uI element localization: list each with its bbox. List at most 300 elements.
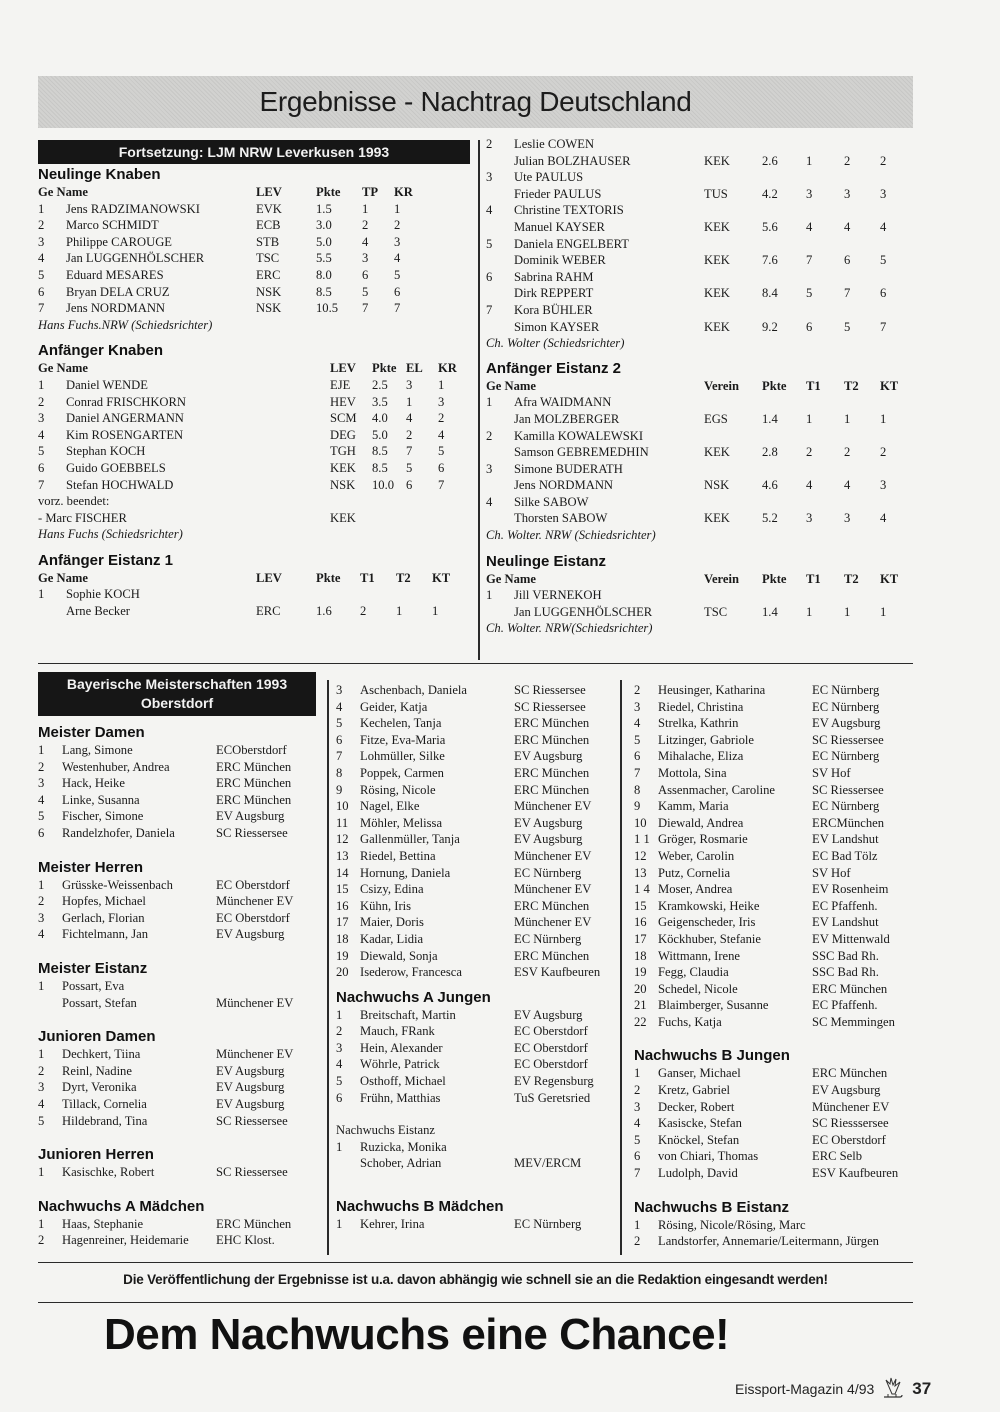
list-item	[336, 765, 618, 782]
skater-name: Fischer, Simone	[62, 809, 144, 824]
club: ERC München	[514, 782, 590, 797]
skater-name: Reinl, Nadine	[62, 1063, 132, 1078]
club: Münchener EV	[514, 848, 592, 863]
list-item	[634, 682, 924, 699]
rank: 2	[38, 218, 45, 233]
column-header: LEV	[256, 185, 282, 199]
cell-value: 3	[438, 394, 445, 409]
rank: 4	[38, 927, 45, 942]
cell-value: 4	[394, 251, 401, 266]
cell-value: 7	[394, 301, 401, 316]
cell-value: 6	[406, 477, 413, 492]
list-item	[336, 1155, 618, 1172]
skater-name: Hein, Alexander	[360, 1040, 443, 1055]
column-header: KT	[880, 571, 899, 586]
skater-name: Diewald, Sonja	[360, 948, 438, 963]
cell-value: KEK	[704, 445, 730, 460]
club: EC Nürnberg	[812, 799, 880, 814]
rank: 4	[38, 427, 45, 442]
nachwuchs-a-jungen-list	[336, 1007, 618, 1107]
cell-value: 6	[438, 460, 445, 475]
cell-value: 3.0	[316, 218, 332, 233]
cell-value: 1	[432, 604, 439, 619]
list-item	[634, 715, 924, 732]
skater-name: Lohmüller, Silke	[360, 749, 445, 764]
rank	[486, 186, 514, 203]
skater-name: Frieder PAULUS	[514, 186, 602, 201]
skater-name: Stephan KOCH	[66, 444, 146, 459]
skater-name: Christine TEXTORIS	[514, 203, 624, 218]
list-item	[38, 926, 323, 943]
cell-value	[880, 169, 910, 186]
list-item	[336, 1040, 618, 1057]
cell-value	[844, 461, 880, 478]
cell-value: 1	[806, 411, 813, 426]
list-item	[634, 748, 924, 765]
skater-name: Gerlach, Florian	[62, 910, 145, 925]
cell-value: 4	[880, 219, 887, 234]
rank: 4	[486, 203, 493, 218]
referee: Ch. Wolter. NRW (Schiedsrichter)	[486, 528, 656, 543]
rank: 18	[336, 931, 349, 946]
rank: 22	[634, 1014, 647, 1029]
table-row	[38, 300, 478, 317]
cell-value: KEK	[704, 253, 730, 268]
skater-name: Daniel ANGERMANN	[66, 411, 184, 426]
rank: 1	[38, 1047, 45, 1062]
skater-name: Simone BUDERATH	[514, 461, 623, 476]
rank: 5	[336, 716, 343, 731]
skater-name: Gallenmüller, Tanja	[360, 832, 460, 847]
club: SSC Bad Rh.	[812, 948, 879, 963]
list-item	[38, 877, 323, 894]
section-title: Nachwuchs A Mädchen	[38, 1197, 205, 1215]
cell-value	[806, 136, 844, 153]
withdrawn-row: - Marc FISCHER KEK	[38, 510, 356, 525]
cell-value	[806, 169, 844, 186]
rank: 13	[634, 865, 647, 880]
skater-name: Schedel, Nicole	[658, 981, 738, 996]
cell-value: 5.6	[762, 219, 778, 234]
column-divider	[620, 680, 622, 1255]
club: EV Augsburg	[514, 749, 583, 764]
skater-name: Possart, Stefan	[62, 995, 137, 1010]
rank: 19	[634, 965, 647, 980]
skater-name: Jill VERNEKOH	[514, 588, 602, 603]
rank: 1	[38, 1165, 45, 1180]
list-item	[38, 1113, 323, 1130]
cell-value	[806, 587, 844, 604]
notice-top-rule	[38, 1262, 913, 1263]
list-item	[38, 1216, 323, 1233]
club: SC Memmingen	[812, 1014, 895, 1029]
table-row	[486, 411, 916, 428]
cell-value	[432, 586, 462, 603]
rank: 1	[38, 743, 45, 757]
skater-name: Bryan DELA CRUZ	[66, 284, 170, 299]
cell-value	[762, 428, 806, 445]
list-item	[634, 782, 924, 799]
skater-name: Köckhuber, Stefanie	[658, 931, 762, 946]
rank: 11	[336, 815, 349, 830]
column-header: T2	[844, 571, 859, 586]
cell-value: 5	[438, 444, 445, 459]
table-row	[486, 319, 916, 336]
cell-value: STB	[256, 234, 280, 249]
table-row	[486, 461, 916, 478]
table-row	[486, 136, 916, 153]
rank: 6	[634, 1149, 641, 1164]
list-item	[336, 1056, 618, 1073]
column-header: TP	[362, 185, 379, 199]
skater-name: Riedel, Christina	[658, 699, 744, 714]
list-item	[634, 1132, 924, 1149]
rank: 3	[336, 683, 343, 697]
rank: 7	[486, 302, 493, 317]
skater-name: Stefan HOCHWALD	[66, 477, 174, 492]
skater-name: Jan MOLZBERGER	[514, 411, 620, 426]
rank: 20	[336, 965, 349, 980]
skater-name: Assenmacher, Caroline	[658, 782, 775, 797]
rank: 12	[634, 848, 647, 863]
rank: 3	[486, 170, 493, 185]
cell-value	[396, 586, 432, 603]
table-row	[38, 427, 478, 444]
club: EV Augsburg	[216, 1080, 285, 1095]
cell-value: 5	[880, 253, 887, 268]
section-title-plain: Nachwuchs Eistanz	[336, 1123, 435, 1138]
club: EC Oberstdorf	[216, 877, 290, 892]
club: ERC München	[812, 981, 888, 996]
rank: 6	[634, 749, 641, 764]
cell-value	[704, 136, 762, 153]
cell-value	[880, 202, 910, 219]
skater-name: Strelka, Kathrin	[658, 716, 739, 731]
table-row	[486, 285, 916, 302]
list-item	[38, 1164, 323, 1181]
club: SV Hof	[812, 765, 851, 780]
cell-value: 2	[880, 445, 887, 460]
cell-value: 8.5	[372, 444, 388, 459]
cell-value: ERC	[256, 604, 281, 619]
junioren-damen-list	[38, 1046, 323, 1129]
cell-value: 2.6	[762, 153, 778, 168]
skater-name: Kasiscke, Stefan	[658, 1116, 742, 1131]
skater-name: Dechkert, Tiina	[62, 1047, 141, 1062]
table-row	[486, 153, 916, 170]
column-divider	[327, 680, 329, 1255]
table-row	[486, 169, 916, 186]
club: Münchener EV	[514, 915, 592, 930]
cell-value: 2.5	[372, 377, 388, 392]
neulinge-knaben-table	[38, 184, 478, 317]
cell-value: NSK	[256, 284, 282, 299]
club: SC Riessersee	[216, 1165, 288, 1180]
column-header: Ge Name	[486, 378, 537, 393]
club: ESV Kaufbeuren	[812, 1166, 899, 1181]
table-row	[486, 269, 916, 286]
skater-name: Hagenreiner, Heidemarie	[62, 1233, 189, 1248]
cell-value: 8.5	[372, 460, 388, 475]
club: EV Augsburg	[216, 1096, 285, 1111]
skater-name: Daniela ENGELBERT	[514, 236, 630, 251]
cell-value: 7.6	[762, 253, 778, 268]
cell-value: 2.8	[762, 445, 778, 460]
cell-value	[256, 586, 316, 603]
rank	[38, 603, 66, 620]
cell-value: 2	[360, 604, 367, 619]
skater-name: Hack, Heike	[62, 776, 125, 791]
skater-name: Sabrina RAHM	[514, 269, 594, 284]
skater-name: Westenhuber, Andrea	[62, 759, 170, 774]
rank: 2	[634, 1083, 641, 1098]
skater-name: Wittmann, Irene	[658, 948, 741, 963]
skater-name: Wöhrle, Patrick	[360, 1057, 440, 1072]
column-divider	[478, 140, 480, 660]
cell-value: DEG	[330, 427, 356, 442]
cell-value: 3	[394, 234, 401, 249]
skater-name: Kramkowski, Heike	[658, 898, 760, 913]
cell-value: 1	[362, 201, 369, 216]
club: SC Riessersee	[514, 699, 586, 714]
page-number: 37	[912, 1379, 932, 1398]
cell-value: 1.6	[316, 604, 332, 619]
cell-value	[806, 394, 844, 411]
footer	[735, 1376, 931, 1402]
cell-value	[880, 236, 910, 253]
list-item	[336, 865, 618, 882]
rank	[486, 153, 514, 170]
rank: 2	[38, 1233, 45, 1248]
referee: Hans Fuchs (Schiedsrichter)	[38, 527, 183, 542]
cell-value	[704, 494, 762, 511]
column-header: Ge Name	[38, 570, 89, 585]
rank: 1 4	[634, 882, 650, 897]
cell-value: 8.4	[762, 286, 778, 301]
nachwuchs-a-maedchen-continued-list	[336, 682, 618, 981]
skater-name: Eduard MESARES	[66, 267, 164, 282]
list-item	[336, 1090, 618, 1107]
skater-name: Dyrt, Veronika	[62, 1080, 137, 1095]
skater-name: Kehrer, Irina	[360, 1217, 425, 1232]
rank: 1	[336, 1007, 343, 1022]
cell-value: 4	[362, 234, 369, 249]
skater-name: Hildebrand, Tina	[62, 1113, 148, 1128]
cell-value: 2	[844, 445, 851, 460]
list-item	[634, 848, 924, 865]
cell-value	[844, 236, 880, 253]
section-divider	[38, 663, 913, 664]
list-item	[38, 1096, 323, 1113]
club: ERC München	[216, 776, 292, 791]
table-row	[486, 477, 916, 494]
cell-value: 8.0	[316, 267, 332, 282]
list-item	[634, 1065, 924, 1082]
cell-value	[844, 494, 880, 511]
skate-wings-icon	[880, 1376, 906, 1402]
cell-value: 1	[396, 604, 403, 619]
nachwuchs-b-jungen-list	[634, 1065, 924, 1181]
rank: 2	[634, 1234, 641, 1249]
rank	[486, 510, 514, 527]
magazine-issue: Eissport-Magazin 4/93	[735, 1381, 875, 1397]
table-row	[486, 444, 916, 461]
rank: 12	[336, 832, 349, 847]
rank: 5	[38, 267, 45, 282]
club: SC Riessersee	[812, 782, 884, 797]
table-row	[486, 604, 916, 621]
table-row	[38, 477, 478, 494]
list-item	[634, 1217, 924, 1234]
table-row	[38, 460, 478, 477]
list-item	[38, 910, 323, 927]
cell-value	[880, 494, 910, 511]
skater-name: Julian BOLZHAUSER	[514, 153, 631, 168]
rank	[486, 604, 514, 621]
club: EV Landshut	[812, 915, 879, 930]
rank: 15	[634, 898, 647, 913]
club: SC Riessersee	[812, 732, 884, 747]
skater-name: Aschenbach, Daniela	[360, 683, 467, 697]
column-header: T2	[396, 570, 411, 585]
skater-name: Haas, Stephanie	[62, 1216, 144, 1231]
cell-value: 1	[438, 377, 445, 392]
skater-name: Nagel, Elke	[360, 799, 420, 814]
skater-name: Mauch, FRank	[360, 1024, 435, 1039]
rank: 1	[336, 1217, 343, 1232]
rank: 3	[486, 461, 493, 476]
table-row	[486, 428, 916, 445]
cell-value: 7	[362, 301, 369, 316]
nrw-section-header	[38, 140, 470, 164]
cell-value	[806, 236, 844, 253]
section-title: Anfänger Knaben	[38, 342, 164, 360]
club: ERC München	[514, 898, 590, 913]
skater-name: Arne Becker	[66, 604, 130, 619]
cell-value	[844, 394, 880, 411]
list-item	[634, 1115, 924, 1132]
rank	[486, 477, 514, 494]
cell-value: 5	[362, 284, 369, 299]
club: ERC München	[216, 792, 292, 807]
cell-value	[762, 302, 806, 319]
club: ERC München	[216, 1216, 292, 1231]
rank: 1	[38, 877, 45, 892]
cell-value	[844, 269, 880, 286]
rank: 2	[38, 759, 45, 774]
rank: 5	[38, 1113, 45, 1128]
club: Münchener EV	[216, 1047, 294, 1062]
table-row	[38, 267, 478, 284]
rank: 3	[38, 910, 45, 925]
nachwuchs-b-eistanz-list	[634, 1217, 924, 1250]
list-item	[38, 978, 323, 995]
skater-name: Dominik WEBER	[514, 253, 606, 268]
list-item	[336, 815, 618, 832]
skater-name: Kora BÜHLER	[514, 302, 593, 317]
cell-value: 4	[806, 478, 813, 493]
list-item	[336, 898, 618, 915]
skater-name: Kadar, Lidia	[360, 931, 424, 946]
referee: Hans Fuchs.NRW (Schiedsrichter)	[38, 317, 213, 332]
table-header-row	[38, 184, 478, 201]
list-item	[634, 1233, 924, 1250]
club: EC Bad Tölz	[812, 848, 878, 863]
referee: Ch. Wolter. NRW(Schiedsrichter)	[486, 621, 653, 636]
cell-value: 6	[806, 319, 813, 334]
club: ERC München	[514, 765, 590, 780]
club: EC Oberstdorf	[812, 1132, 886, 1147]
cell-value	[806, 428, 844, 445]
list-item	[38, 1063, 323, 1080]
list-item	[634, 798, 924, 815]
cell-value	[762, 169, 806, 186]
rank: 5	[38, 809, 45, 824]
cell-value	[316, 586, 360, 603]
cell-value: 5.5	[316, 251, 332, 266]
list-item	[634, 831, 924, 848]
rank: 8	[336, 765, 343, 780]
skater-name: Ute PAULUS	[514, 170, 584, 185]
skater-name: Grüsske-Weissenbach	[62, 877, 173, 892]
cell-value	[704, 302, 762, 319]
skater-name: Possart, Eva	[62, 978, 125, 993]
list-item	[336, 748, 618, 765]
table-row	[486, 302, 916, 319]
list-item	[634, 881, 924, 898]
cell-value: 3	[806, 511, 813, 526]
section-title: Junioren Herren	[38, 1146, 154, 1164]
list-item	[634, 1099, 924, 1116]
rank: 3	[38, 776, 45, 791]
list-item	[38, 742, 323, 759]
cell-value	[704, 202, 762, 219]
cell-value	[806, 494, 844, 511]
club: EC Nürnberg	[812, 749, 880, 764]
cell-value: KEK	[704, 219, 730, 234]
referee: Ch. Wolter (Schiedsrichter)	[486, 336, 625, 351]
table-row	[38, 201, 478, 218]
skater-name: Moser, Andrea	[658, 882, 733, 897]
club: SC Riessersee	[514, 683, 586, 697]
rank: 1	[634, 1066, 641, 1081]
skater-name: Jens NORDMANN	[66, 301, 166, 316]
club: ERCMünchen	[812, 815, 885, 830]
skater-name: Weber, Carolin	[658, 848, 735, 863]
rank: 4	[634, 1116, 641, 1131]
cell-value	[844, 428, 880, 445]
list-item	[634, 1165, 924, 1182]
cell-value: 3	[880, 478, 887, 493]
table-row	[486, 494, 916, 511]
column-header: Ge Name	[38, 361, 89, 376]
table-row	[38, 284, 478, 301]
list-item	[38, 893, 323, 910]
club: ECOberstdorf	[216, 743, 287, 757]
cell-value: 3	[406, 377, 413, 392]
publication-notice: Die Veröffentlichung der Ergebnisse ist u.a. davon abhängig wie schnell sie an die Redaktion eingesandt werden!	[123, 1272, 828, 1287]
cell-value: 7	[406, 444, 413, 459]
column-header: KR	[438, 361, 457, 376]
section-title: Neulinge Eistanz	[486, 552, 607, 570]
cell-value: 1	[806, 604, 813, 619]
cell-value	[360, 586, 396, 603]
list-item	[634, 898, 924, 915]
skater-name: Ruzicka, Monika	[360, 1139, 447, 1154]
rank: 19	[336, 948, 349, 963]
club: ERC München	[216, 759, 292, 774]
list-item	[336, 715, 618, 732]
